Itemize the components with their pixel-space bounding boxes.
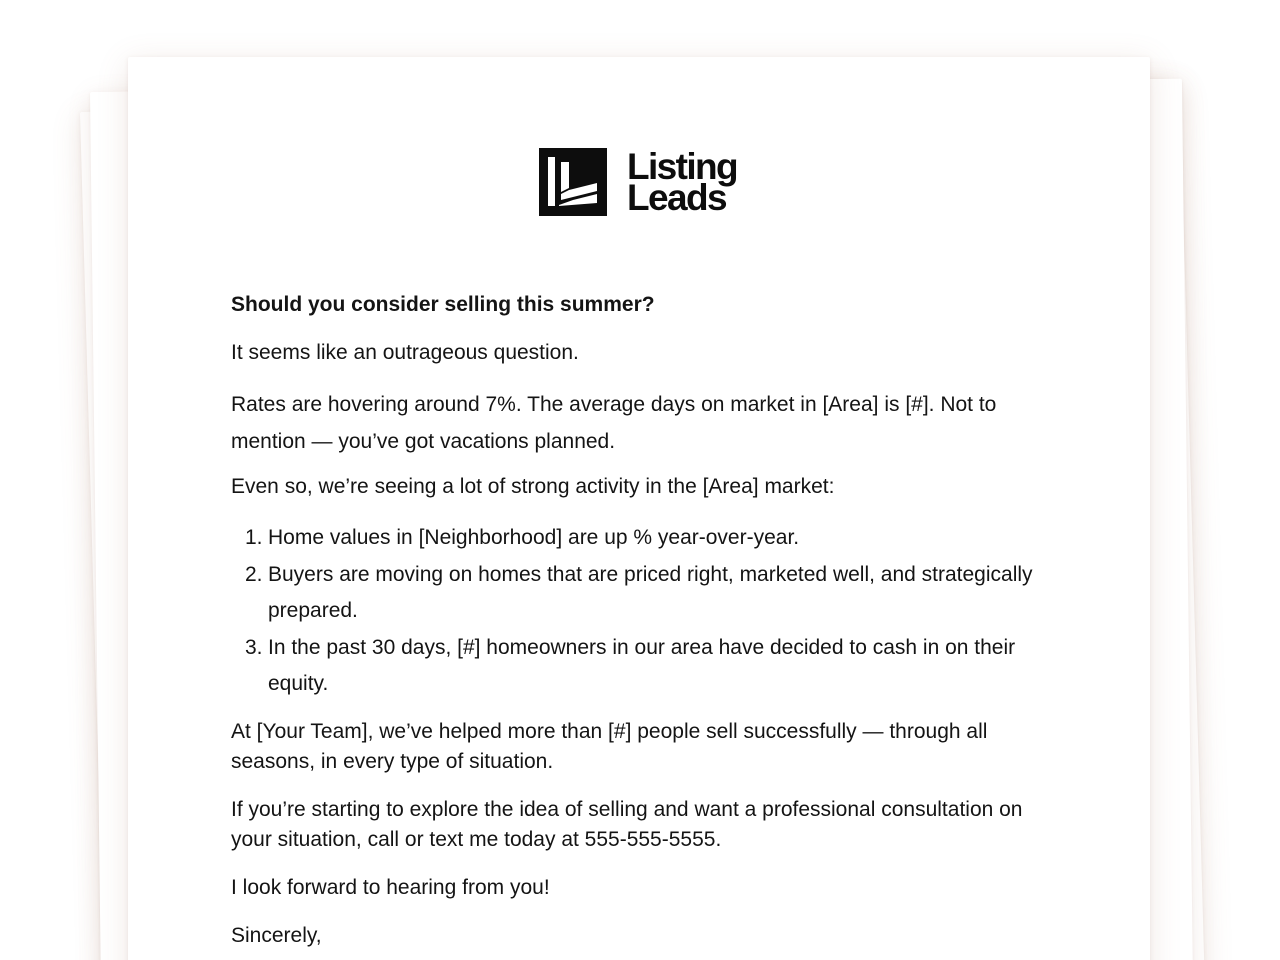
list-item (245, 520, 1061, 557)
list-item-text: In the past 30 days, [#] homeowners in our area have decided to cash in on their equity. (268, 635, 1016, 695)
list-item-text: Home values in [Neighborhood] are up % year-over-year. (268, 526, 800, 549)
brand-wordmark-line2: Leads (627, 177, 726, 218)
letter-paragraph-1: It seems like an outrageous question. (231, 341, 579, 364)
letter-paragraph-6: I look forward to hearing from you! (231, 875, 550, 899)
list-item-number: 3. (245, 635, 263, 659)
letter-signoff: Sincerely, (231, 923, 322, 947)
brand-wordmark (627, 146, 738, 218)
activity-list (231, 520, 1061, 703)
brand-logo (539, 148, 737, 216)
letter-paragraph-2: Rates are hovering around 7%. The average days on market in [Area] is [#]. Not to mention — you’ve got vacations planned. (231, 393, 997, 453)
listing-leads-mark-icon (539, 148, 607, 216)
list-item (245, 557, 1061, 630)
letter-paragraph-5: If you’re starting to explore the idea of selling and want a professional consultation on your situation, call or text me today at 555-555-5555. (231, 797, 1023, 851)
list-item (245, 630, 1061, 703)
list-item-number: 1. (245, 526, 263, 549)
letter-body (231, 290, 1061, 960)
letter-headline: Should you consider selling this summer? (231, 293, 655, 316)
letter-paragraph-4: At [Your Team], we’ve helped more than [#] people sell successfully — through all seasons, in every type of situation. (231, 719, 988, 773)
brand-wordmark-line1: Listing (627, 146, 738, 187)
letter-paragraph-3: Even so, we’re seeing a lot of strong activity in the [Area] market: (231, 475, 835, 498)
list-item-number: 2. (245, 562, 263, 586)
list-item-text: Buyers are moving on homes that are priced right, marketed well, and strategically prepared. (268, 562, 1033, 622)
